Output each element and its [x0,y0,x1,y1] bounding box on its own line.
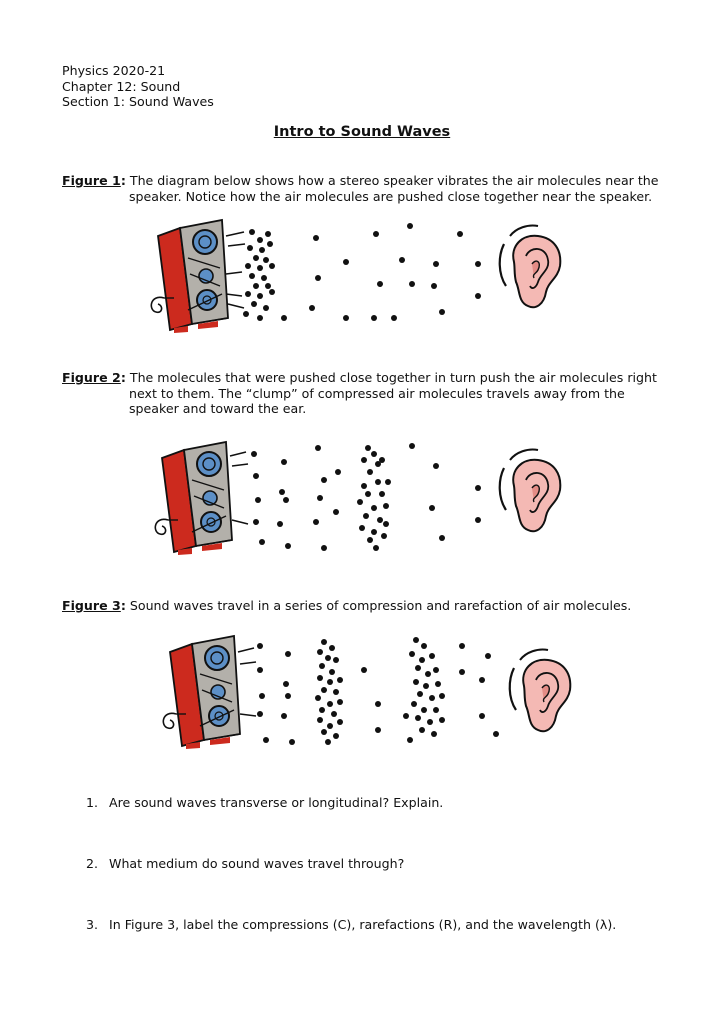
question-text: Are sound waves transverse or longitudinal? Explain. [109,795,444,810]
air-molecule [333,509,339,515]
air-molecule [429,505,435,511]
air-molecule [319,663,325,669]
air-molecule [371,529,377,535]
figure-2-text-line: speaker and toward the ear. [129,401,307,417]
question-number: 1. [86,795,99,810]
air-molecule [433,707,439,713]
air-molecule [263,737,269,743]
air-molecule [361,483,367,489]
air-molecule [475,293,481,299]
question-text: What medium do sound waves travel through? [109,856,405,871]
air-molecule [419,727,425,733]
air-molecule [409,443,415,449]
air-molecule [253,473,259,479]
question-text: In Figure 3, label the compressions (C), rarefactions (R), and the wavelength (λ). [109,917,617,932]
air-molecule [257,237,263,243]
air-molecule [327,679,333,685]
air-molecule [365,445,371,451]
air-molecule [399,257,405,263]
air-molecule [377,281,383,287]
air-molecule [335,469,341,475]
air-molecules [251,443,481,551]
air-molecule [475,261,481,267]
air-molecule [269,263,275,269]
figure-1-text-line: speaker. Notice how the air molecules are pushed close together near the speaker. [129,188,653,204]
air-molecule [249,273,255,279]
air-molecule [317,495,323,501]
air-molecule [427,719,433,725]
air-molecule [309,305,315,311]
air-molecule [329,669,335,675]
air-molecule [403,713,409,719]
figure-3-label: Figure 3 [62,598,121,613]
air-molecule [253,519,259,525]
air-molecule [429,695,435,701]
air-molecule [243,311,249,317]
question-number: 2. [86,856,99,871]
course-title: Physics 2020-21 [62,63,166,78]
air-molecule [327,723,333,729]
figure-1-caption: Figure 1: The diagram below shows how a stereo speaker vibrates the air molecules near the speaker. Notice how the air molecules are pushed close together near the speaker. [62,173,672,204]
air-molecule [407,223,413,229]
figure-2-text-line: The molecules that were pushed close together in turn push the air molecules right [129,370,657,385]
air-molecules [243,223,481,321]
air-molecule [431,731,437,737]
air-molecule [459,643,465,649]
chapter-title: Chapter 12: Sound [62,78,181,94]
air-molecules [257,637,499,745]
question-item [86,917,616,932]
air-molecule [279,489,285,495]
air-molecule [371,451,377,457]
air-molecule [257,315,263,321]
air-molecule [381,533,387,539]
air-molecule [407,737,413,743]
sound-lines [230,452,248,524]
air-molecule [485,653,491,659]
air-molecule [423,683,429,689]
air-molecule [257,643,263,649]
air-molecule [253,255,259,261]
air-molecule [319,707,325,713]
air-molecule [433,667,439,673]
air-molecule [359,525,365,531]
figure-1-text-line: The diagram below shows how a stereo speaker vibrates the air molecules near the [129,173,659,188]
air-molecule [315,695,321,701]
air-molecule [281,315,287,321]
figure-2-label: Figure 2 [62,370,121,385]
air-molecule [375,727,381,733]
air-molecule [285,543,291,549]
air-molecule [411,701,417,707]
figure-1-label: Figure 1 [62,173,121,188]
figure-3-caption: Figure 3: Sound waves travel in a series of compression and rarefaction of air molecules. [62,598,632,613]
figure-3-diagram [160,630,600,756]
air-molecule [313,235,319,241]
air-molecule [327,701,333,707]
air-molecule [321,687,327,693]
air-molecule [409,651,415,657]
air-molecule [285,651,291,657]
air-molecule [475,485,481,491]
air-molecule [365,491,371,497]
air-molecule [247,245,253,251]
air-molecule [459,669,465,675]
question-item [86,856,404,871]
air-molecule [361,667,367,673]
air-molecule [281,713,287,719]
air-molecule [433,261,439,267]
air-molecule [285,693,291,699]
air-molecule [415,665,421,671]
question-item [86,795,443,810]
air-molecule [313,519,319,525]
air-molecule [337,719,343,725]
air-molecule [337,699,343,705]
air-molecule [253,283,259,289]
air-molecule [383,503,389,509]
page-title: Intro to Sound Waves [273,124,451,140]
air-molecule [421,643,427,649]
air-molecule [371,315,377,321]
air-molecule [425,671,431,677]
air-molecule [363,513,369,519]
air-molecule [277,521,283,527]
air-molecule [321,545,327,551]
air-molecule [431,283,437,289]
air-molecule [321,639,327,645]
air-molecule [245,263,251,269]
air-molecule [439,717,445,723]
air-molecule [317,717,323,723]
section-title: Section 1: Sound Waves [62,94,214,109]
air-molecule [379,457,385,463]
air-molecule [413,637,419,643]
air-molecule [257,293,263,299]
air-molecule [251,301,257,307]
figure-2-diagram [152,436,592,560]
speaker-icon [151,220,228,333]
air-molecule [361,457,367,463]
air-molecule [409,281,415,287]
air-molecule [429,653,435,659]
air-molecule [377,517,383,523]
air-molecule [321,729,327,735]
air-molecule [391,315,397,321]
ear-icon [500,449,561,531]
air-molecule [259,247,265,253]
air-molecule [383,521,389,527]
air-molecule [325,739,331,745]
air-molecule [321,477,327,483]
air-molecule [343,259,349,265]
ear-icon [500,225,561,307]
air-molecule [373,545,379,551]
air-molecule [329,645,335,651]
air-molecule [333,733,339,739]
air-molecule [331,711,337,717]
air-molecule [435,681,441,687]
figure-1-diagram [148,214,588,334]
air-molecule [265,283,271,289]
air-molecule [337,677,343,683]
air-molecule [493,731,499,737]
figure-3-text-line: Sound waves travel in a series of compression and rarefaction of air molecules. [129,598,632,613]
speaker-icon [155,442,232,555]
air-molecule [367,469,373,475]
air-molecule [315,275,321,281]
air-molecule [457,231,463,237]
air-molecule [333,689,339,695]
air-molecule [269,289,275,295]
air-molecule [249,229,255,235]
air-molecule [257,667,263,673]
air-molecule [263,305,269,311]
ear-icon [510,649,571,731]
air-molecule [371,505,377,511]
air-molecule [415,715,421,721]
air-molecule [259,539,265,545]
air-molecule [375,479,381,485]
air-molecule [289,739,295,745]
air-molecule [385,479,391,485]
air-molecule [433,463,439,469]
air-molecule [357,499,363,505]
air-molecule [251,451,257,457]
air-molecule [315,445,321,451]
sound-lines [226,232,245,308]
air-molecule [283,681,289,687]
air-molecule [333,657,339,663]
air-molecule [439,309,445,315]
air-molecule [265,231,271,237]
air-molecule [255,497,261,503]
air-molecule [283,497,289,503]
sound-lines [238,648,256,716]
air-molecule [417,691,423,697]
air-molecule [475,517,481,523]
speaker-icon [163,636,240,749]
air-molecule [421,707,427,713]
air-molecule [263,257,269,263]
air-molecule [379,491,385,497]
air-molecule [259,693,265,699]
air-molecule [281,459,287,465]
figure-2-text-line: next to them. The “clump” of compressed air molecules travels away from the [129,385,625,401]
air-molecule [367,537,373,543]
air-molecule [479,713,485,719]
document-header [62,63,214,110]
air-molecule [325,655,331,661]
air-molecule [479,677,485,683]
question-number: 3. [86,917,99,932]
air-molecule [375,701,381,707]
figure-2-caption: Figure 2: The molecules that were pushed close together in turn push the air molecules right next to them. The “clump” of compressed air molecules travels away from the speaker and toward the ear. [62,370,672,417]
air-molecule [317,649,323,655]
air-molecule [317,675,323,681]
air-molecule [419,657,425,663]
air-molecule [257,265,263,271]
air-molecule [261,275,267,281]
air-molecule [257,711,263,717]
air-molecule [245,291,251,297]
air-molecule [439,693,445,699]
air-molecule [343,315,349,321]
air-molecule [373,231,379,237]
air-molecule [267,241,273,247]
air-molecule [439,535,445,541]
air-molecule [413,679,419,685]
